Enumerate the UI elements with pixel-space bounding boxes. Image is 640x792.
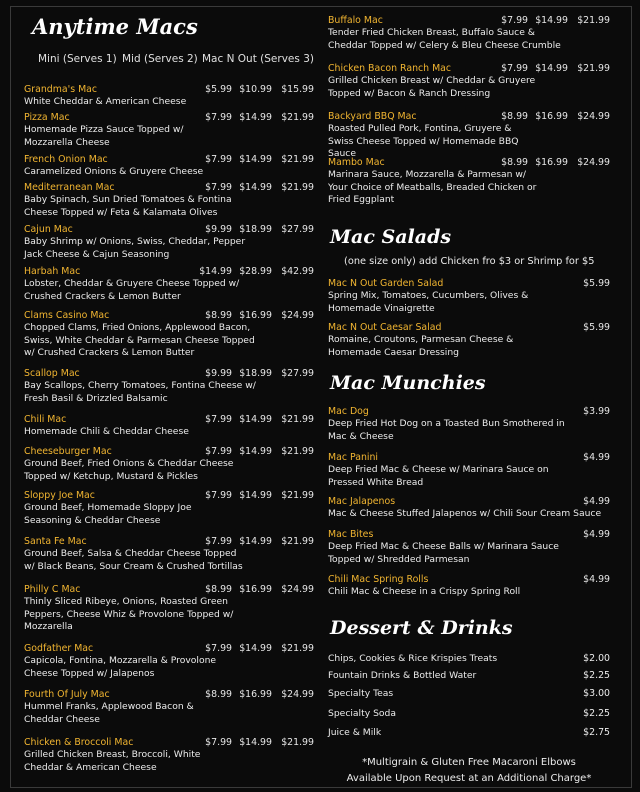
item-prices: [192, 536, 314, 548]
menu-item-grandmas-mac: [24, 84, 314, 109]
price-mid: $18.99: [239, 224, 272, 235]
item-prices: [192, 154, 314, 166]
item-prices: [192, 446, 314, 458]
item-price: $5.99: [583, 322, 610, 333]
price-mini: $7.99: [501, 63, 528, 74]
item-name: Mac N Out Caesar Salad: [328, 322, 442, 333]
price-macnout: $21.99: [281, 112, 314, 123]
price-mini: $8.99: [205, 310, 232, 321]
menu-item-chips-cookies: [328, 653, 610, 665]
menu-item-backyard-bbq-mac: [328, 111, 610, 161]
price-mini: $7.99: [205, 490, 232, 501]
menu-item-scallop-mac: [24, 368, 314, 405]
menu-item-philly-c-mac: [24, 584, 314, 634]
item-price: $3.99: [583, 406, 610, 417]
item-name: Mac Jalapenos: [328, 496, 396, 507]
price-mid: $14.99: [239, 490, 272, 501]
item-desc: Marinara Sauce, Mozzarella & Parmesan w/ Your Choice of Meatballs, Breaded Chicken or Fried Eggplant: [328, 169, 537, 206]
item-desc: Capicola, Fontina, Mozzarella & Provolone Cheese Topped w/ Jalapenos: [24, 655, 217, 679]
item-name: Buffalo Mac: [328, 15, 383, 26]
item-name: Mambo Mac: [328, 157, 385, 168]
price-mini: $8.99: [501, 157, 528, 168]
menu-item-mac-bites: [328, 529, 610, 566]
menu-item-specialty-teas: [328, 688, 610, 700]
menu-item-cajun-mac: [24, 224, 314, 261]
item-name: Cheeseburger Mac: [24, 446, 112, 457]
menu-item-mediterranean-mac: [24, 182, 314, 219]
item-name: Specialty Soda: [328, 708, 396, 719]
menu-item-sloppy-joe-mac: [24, 490, 314, 527]
menu-item-godfather-mac: [24, 643, 314, 680]
menu-item-fountain-drinks: [328, 670, 610, 682]
item-desc: Lobster, Cheddar & Gruyere Cheese Topped w/ Crushed Crackers & Lemon Butter: [24, 278, 240, 302]
item-desc: Deep Fried Hot Dog on a Toasted Bun Smothered in Mac & Cheese: [328, 418, 565, 442]
price-macnout: $24.99: [281, 689, 314, 700]
price-mid: $28.99: [239, 266, 272, 277]
item-price: $4.99: [583, 496, 610, 507]
menu-item-clams-casino-mac: [24, 310, 314, 360]
item-name: Fourth Of July Mac: [24, 689, 110, 700]
menu-item-french-onion-mac: [24, 154, 314, 179]
price-macnout: $21.99: [281, 182, 314, 193]
item-desc: Homemade Pizza Sauce Topped w/ Mozzarella Cheese: [24, 124, 184, 148]
item-name: Juice & Milk: [328, 727, 382, 738]
price-mini: $5.99: [205, 84, 232, 95]
size-macnout-label: Mac N Out (Serves 3): [202, 53, 314, 65]
item-prices: [192, 737, 314, 749]
menu-item-mac-dog: [328, 406, 610, 443]
item-name: Chips, Cookies & Rice Krispies Treats: [328, 653, 498, 664]
price-mid: $16.99: [239, 689, 272, 700]
item-desc: Romaine, Croutons, Parmesan Cheese & Homemade Caesar Dressing: [328, 334, 514, 358]
item-desc: Deep Fried Mac & Cheese Balls w/ Marinara Sauce Topped w/ Shredded Parmesan: [328, 541, 559, 565]
price-mini: $7.99: [205, 446, 232, 457]
item-desc: Thinly Sliced Ribeye, Onions, Roasted Green Peppers, Cheese Whiz & Provolone Topped w/ Mozzarella: [24, 596, 234, 633]
item-prices: [192, 310, 314, 322]
item-price: $2.00: [583, 653, 610, 664]
item-desc: Grilled Chicken Breast, Broccoli, White Cheddar & American Cheese: [24, 749, 201, 773]
item-prices: [192, 643, 314, 655]
item-name: Santa Fe Mac: [24, 536, 87, 547]
price-macnout: $42.99: [281, 266, 314, 277]
price-mini: $7.99: [205, 643, 232, 654]
menu-item-specialty-soda: [328, 708, 610, 720]
price-mini: $7.99: [205, 154, 232, 165]
item-name: Fountain Drinks & Bottled Water: [328, 670, 477, 681]
item-prices: [192, 414, 314, 426]
mac-munchies-heading: Mac Munchies: [330, 372, 486, 394]
menu-item-juice-milk: [328, 727, 610, 739]
item-name: Godfather Mac: [24, 643, 94, 654]
item-name: Chili Mac: [24, 414, 67, 425]
menu-item-pizza-mac: [24, 112, 314, 149]
price-macnout: $15.99: [281, 84, 314, 95]
price-macnout: $24.99: [577, 111, 610, 122]
item-name: Backyard BBQ Mac: [328, 111, 417, 122]
item-desc: Spring Mix, Tomatoes, Cucumbers, Olives & Homemade Vinaigrette: [328, 290, 529, 314]
item-name: Specialty Teas: [328, 688, 394, 699]
price-macnout: $24.99: [281, 584, 314, 595]
item-name: Scallop Mac: [24, 368, 80, 379]
item-desc: Chili Mac & Cheese in a Crispy Spring Roll: [328, 586, 521, 597]
anytime-macs-heading: Anytime Macs: [32, 14, 198, 39]
item-name: Philly C Mac: [24, 584, 81, 595]
menu-item-mac-panini: [328, 452, 610, 489]
menu-item-chicken-broccoli-mac: [24, 737, 314, 774]
item-desc: Hummel Franks, Applewood Bacon & Cheddar Cheese: [24, 701, 194, 725]
mac-salads-heading: Mac Salads: [330, 226, 452, 248]
item-name: Chili Mac Spring Rolls: [328, 574, 429, 585]
item-price: $4.99: [583, 452, 610, 463]
price-mid: $18.99: [239, 368, 272, 379]
price-mid: $14.99: [239, 182, 272, 193]
salads-size-note: (one size only) add Chicken fro $3 or Shrimp for $5: [344, 256, 595, 267]
item-name: French Onion Mac: [24, 154, 108, 165]
item-name: Mac Bites: [328, 529, 374, 540]
item-prices: [488, 15, 610, 27]
price-macnout: $21.99: [577, 63, 610, 74]
item-price: $3.00: [583, 688, 610, 699]
price-mid: $16.99: [239, 584, 272, 595]
item-prices: [192, 182, 314, 194]
item-name: Chicken Bacon Ranch Mac: [328, 63, 452, 74]
item-name: Pizza Mac: [24, 112, 70, 123]
price-mid: $14.99: [239, 737, 272, 748]
item-desc: Deep Fried Mac & Cheese w/ Marinara Sauce on Pressed White Bread: [328, 464, 549, 488]
item-desc: Baby Shrimp w/ Onions, Swiss, Cheddar, Pepper Jack Cheese & Cajun Seasoning: [24, 236, 246, 260]
item-name: Sloppy Joe Mac: [24, 490, 95, 501]
price-macnout: $27.99: [281, 368, 314, 379]
price-mid: $14.99: [535, 15, 568, 26]
item-desc: Homemade Chili & Cheddar Cheese: [24, 426, 189, 437]
footer-note-line1: *Multigrain & Gluten Free Macaroni Elbows: [362, 757, 576, 768]
item-name: Grandma's Mac: [24, 84, 98, 95]
price-macnout: $21.99: [281, 490, 314, 501]
price-mini: $7.99: [205, 182, 232, 193]
menu-item-fourth-of-july-mac: [24, 689, 314, 726]
menu-item-chicken-bacon-ranch-mac: [328, 63, 610, 100]
footer-note-line2: Available Upon Request at an Additional Charge*: [346, 773, 592, 784]
item-prices: [192, 584, 314, 596]
price-mini: $8.99: [205, 584, 232, 595]
price-macnout: $21.99: [281, 446, 314, 457]
item-price: $2.75: [583, 727, 610, 738]
item-prices: [192, 112, 314, 124]
item-desc: Bay Scallops, Cherry Tomatoes, Fontina Cheese w/ Fresh Basil & Drizzled Balsamic: [24, 380, 256, 404]
price-macnout: $21.99: [281, 643, 314, 654]
item-prices: [192, 689, 314, 701]
item-prices: [488, 111, 610, 123]
price-mini: $7.99: [205, 737, 232, 748]
price-mid: $14.99: [239, 643, 272, 654]
menu-item-mambo-mac: [328, 157, 610, 207]
menu-item-santa-fe-mac: [24, 536, 314, 573]
menu-item-caesar-salad: [328, 322, 610, 359]
price-macnout: $24.99: [281, 310, 314, 321]
item-name: Mac Panini: [328, 452, 379, 463]
item-name: Clams Casino Mac: [24, 310, 110, 321]
price-mid: $14.99: [239, 536, 272, 547]
price-mini: $8.99: [205, 689, 232, 700]
size-mid-label: Mid (Serves 2): [122, 53, 198, 65]
price-mid: $14.99: [239, 154, 272, 165]
price-mid: $10.99: [239, 84, 272, 95]
price-mini: $8.99: [501, 111, 528, 122]
item-price: $2.25: [583, 670, 610, 681]
item-desc: Ground Beef, Fried Onions & Cheddar Cheese Topped w/ Ketchup, Mustard & Pickles: [24, 458, 234, 482]
item-prices: [192, 490, 314, 502]
item-desc: Roasted Pulled Pork, Fontina, Gruyere & Swiss Cheese Topped w/ Homemade BBQ Sauce: [328, 123, 519, 160]
item-desc: Grilled Chicken Breast w/ Cheddar & Gruyere Topped w/ Bacon & Ranch Dressing: [328, 75, 536, 99]
item-prices: [488, 63, 610, 75]
menu-item-chili-mac: [24, 414, 314, 439]
item-name: Mediterranean Mac: [24, 182, 115, 193]
item-price: $5.99: [583, 278, 610, 289]
item-price: $2.25: [583, 708, 610, 719]
item-desc: White Cheddar & American Cheese: [24, 96, 187, 107]
item-prices: [192, 224, 314, 236]
menu-item-cheeseburger-mac: [24, 446, 314, 483]
price-mini: $7.99: [205, 536, 232, 547]
item-name: Mac Dog: [328, 406, 369, 417]
price-mini: $14.99: [199, 266, 232, 277]
item-desc: Mac & Cheese Stuffed Jalapenos w/ Chili Sour Cream Sauce: [328, 508, 602, 519]
item-price: $4.99: [583, 574, 610, 585]
price-macnout: $21.99: [281, 414, 314, 425]
item-prices: [192, 266, 314, 278]
item-prices: [488, 157, 610, 169]
price-macnout: $21.99: [281, 154, 314, 165]
item-desc: Ground Beef, Salsa & Cheddar Cheese Topped w/ Black Beans, Sour Cream & Crushed Tortillas: [24, 548, 243, 572]
price-macnout: $21.99: [281, 536, 314, 547]
price-mini: $7.99: [205, 112, 232, 123]
menu-item-buffalo-mac: [328, 15, 610, 52]
item-prices: [192, 84, 314, 96]
price-mid: $14.99: [535, 63, 568, 74]
price-mini: $9.99: [205, 368, 232, 379]
item-desc: Ground Beef, Homemade Sloppy Joe Seasoning & Cheddar Cheese: [24, 502, 192, 526]
price-mid: $14.99: [239, 112, 272, 123]
item-name: Chicken & Broccoli Mac: [24, 737, 134, 748]
price-mid: $16.99: [239, 310, 272, 321]
item-name: Harbah Mac: [24, 266, 81, 277]
price-mid: $14.99: [239, 446, 272, 457]
price-mid: $16.99: [535, 111, 568, 122]
price-macnout: $21.99: [281, 737, 314, 748]
item-desc: Caramelized Onions & Gruyere Cheese: [24, 166, 204, 177]
menu-item-mac-jalapenos: [328, 496, 610, 521]
item-price: $4.99: [583, 529, 610, 540]
menu-item-chili-mac-spring-rolls: [328, 574, 610, 599]
item-name: Mac N Out Garden Salad: [328, 278, 444, 289]
item-prices: [192, 368, 314, 380]
price-mini: $9.99: [205, 224, 232, 235]
price-macnout: $21.99: [577, 15, 610, 26]
item-desc: Baby Spinach, Sun Dried Tomatoes & Fontina Cheese Topped w/ Feta & Kalamata Olives: [24, 194, 232, 218]
dessert-drinks-heading: Dessert & Drinks: [330, 617, 513, 639]
price-macnout: $27.99: [281, 224, 314, 235]
size-mini-label: Mini (Serves 1): [38, 53, 117, 65]
item-desc: Chopped Clams, Fried Onions, Applewood Bacon, Swiss, White Cheddar & Parmesan Cheese Topped w/ Crushed Crackers & Lemon Butter: [24, 322, 255, 359]
menu-item-harbah-mac: [24, 266, 314, 303]
item-name: Cajun Mac: [24, 224, 73, 235]
price-mid: $14.99: [239, 414, 272, 425]
price-mid: $16.99: [535, 157, 568, 168]
menu-item-garden-salad: [328, 278, 610, 315]
price-macnout: $24.99: [577, 157, 610, 168]
price-mini: $7.99: [205, 414, 232, 425]
price-mini: $7.99: [501, 15, 528, 26]
item-desc: Tender Fried Chicken Breast, Buffalo Sauce & Cheddar Topped w/ Celery & Bleu Cheese Crumble: [328, 27, 561, 51]
